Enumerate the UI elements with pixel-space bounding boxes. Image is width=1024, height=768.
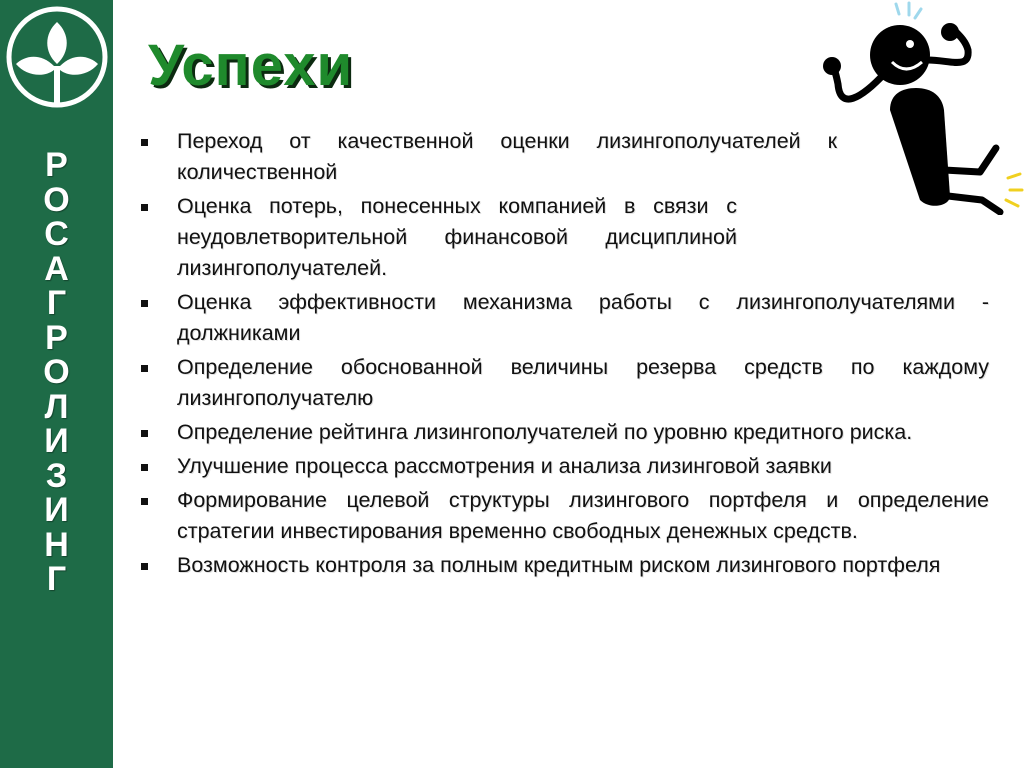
list-item-text: Возможность контроля за полным кредитным риском лизингового портфеля xyxy=(177,553,941,577)
bullet-marker-icon xyxy=(141,498,148,505)
company-letter: И xyxy=(44,422,69,460)
bullet-marker-icon xyxy=(141,563,148,570)
company-letter: С xyxy=(44,215,69,253)
bullet-marker-icon xyxy=(141,204,148,211)
list-item xyxy=(140,485,989,547)
list-item-text: Формирование целевой структуры лизингового портфеля и определение стратегии инвестирования временно свободных денежных средств. xyxy=(177,488,989,543)
company-letter: Р xyxy=(45,146,68,184)
company-letter: Н xyxy=(44,525,69,564)
bullet-marker-icon xyxy=(141,139,148,146)
list-item-text: Определение обоснованной величины резерва средств по каждому лизингополучателю xyxy=(177,355,989,410)
company-letter: О xyxy=(43,180,70,219)
list-item xyxy=(140,550,989,581)
list-item xyxy=(140,287,989,349)
list-item xyxy=(140,191,737,284)
list-item xyxy=(140,417,989,448)
company-letter: З xyxy=(45,456,68,495)
slide-title: Успехи xyxy=(148,33,354,98)
company-letter: А xyxy=(44,249,69,288)
company-name-vertical xyxy=(0,148,113,597)
list-item-text: Оценка эффективности механизма работы с лизингополучателями - должниками xyxy=(177,290,989,345)
list-item-text: Оценка потерь, понесенных компанией в связи с неудовлетворительной финансовой дисциплиной лизингополучателей. xyxy=(177,194,737,280)
list-item xyxy=(140,352,989,414)
company-letter: Л xyxy=(44,387,69,426)
list-item xyxy=(140,126,837,188)
list-item-text: Улучшение процесса рассмотрения и анализа лизинговой заявки xyxy=(177,454,832,478)
sidebar xyxy=(0,0,113,768)
company-letter: Г xyxy=(46,284,67,322)
bullet-marker-icon xyxy=(141,365,148,372)
list-item xyxy=(140,451,989,482)
bullet-list xyxy=(140,126,989,584)
company-letter: О xyxy=(43,353,70,391)
bullet-marker-icon xyxy=(141,464,148,471)
list-item-text: Определение рейтинга лизингополучателей по уровню кредитного риска. xyxy=(177,420,913,444)
company-letter: И xyxy=(44,491,69,529)
list-item-text: Переход от качественной оценки лизингополучателей к количественной xyxy=(177,129,837,184)
leaf-sprout-logo-icon xyxy=(4,4,110,110)
company-letter: Р xyxy=(45,318,68,357)
bullet-marker-icon xyxy=(141,300,148,307)
bullet-marker-icon xyxy=(141,430,148,437)
company-letter: Г xyxy=(46,560,67,598)
